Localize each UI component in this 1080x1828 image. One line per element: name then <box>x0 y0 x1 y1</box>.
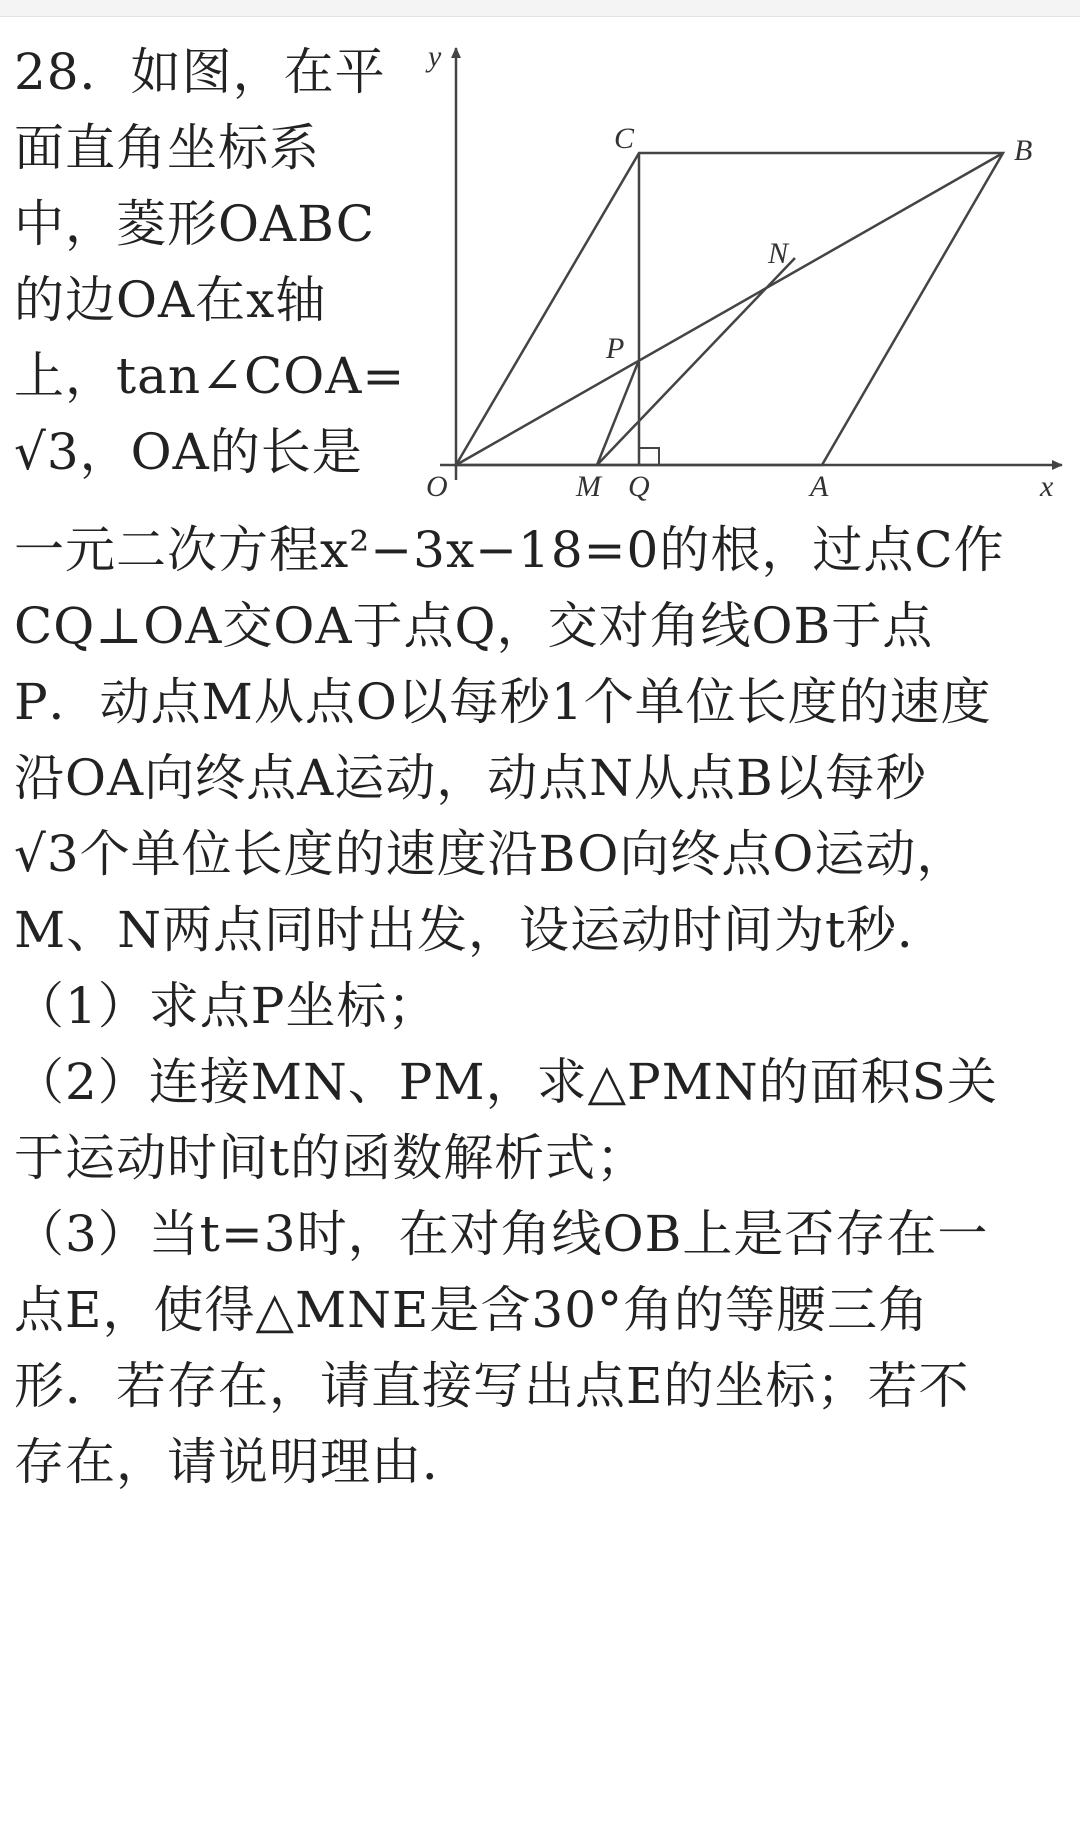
question-2-line-1: （2）连接MN、PM，求△PMN的面积S关 <box>14 1053 998 1111</box>
label-O: O <box>426 470 448 503</box>
problem-line-1: 28．如图，在平 <box>14 43 386 101</box>
problem-line-3: 中，菱形OABC <box>14 195 376 253</box>
problem-line-10: 沿OA向终点A运动，动点N从点B以每秒 <box>14 749 927 807</box>
rhombus-figure <box>420 40 1070 520</box>
question-3-line-3: 形．若存在，请直接写出点E的坐标；若不 <box>14 1357 970 1415</box>
right-angle-mark <box>639 448 659 465</box>
problem-line-5: 上，tan∠COA= <box>14 347 406 405</box>
label-N: N <box>768 237 789 270</box>
problem-line-4: 的边OA在x轴 <box>14 271 327 329</box>
segment-MN <box>597 258 795 465</box>
segment-PM <box>597 360 639 465</box>
question-2-line-2: 于运动时间t的函数解析式； <box>14 1129 648 1187</box>
label-A: A <box>810 470 829 503</box>
question-3-line-2: 点E，使得△MNE是含30°角的等腰三角 <box>14 1281 930 1339</box>
top-bar <box>0 0 1080 17</box>
problem-line-12: M、N两点同时出发，设运动时间为t秒． <box>14 901 949 959</box>
label-P: P <box>606 332 625 365</box>
diagonal-OB <box>456 153 1003 465</box>
problem-line-11: √3个单位长度的速度沿BO向终点O运动， <box>14 825 968 883</box>
label-C: C <box>614 122 635 155</box>
problem-line-2: 面直角坐标系 <box>14 119 320 177</box>
label-x: x <box>1040 470 1054 503</box>
label-y: y <box>428 40 442 73</box>
problem-line-7: 一元二次方程x²−3x−18=0的根，过点C作 <box>14 521 1005 579</box>
problem-line-9: P．动点M从点O以每秒1个单位长度的速度 <box>14 673 992 731</box>
label-B: B <box>1014 134 1033 167</box>
question-3-line-4: 存在，请说明理由． <box>14 1433 473 1491</box>
problem-line-8: CQ⊥OA交OA于点Q，交对角线OB于点 <box>14 597 934 655</box>
label-Q: Q <box>628 470 650 503</box>
problem-line-6: √3，OA的长是 <box>14 423 363 481</box>
question-1: （1）求点P坐标； <box>14 977 439 1035</box>
label-M: M <box>576 470 601 503</box>
question-3-line-1: （3）当t=3时，在对角线OB上是否存在一 <box>14 1205 989 1263</box>
